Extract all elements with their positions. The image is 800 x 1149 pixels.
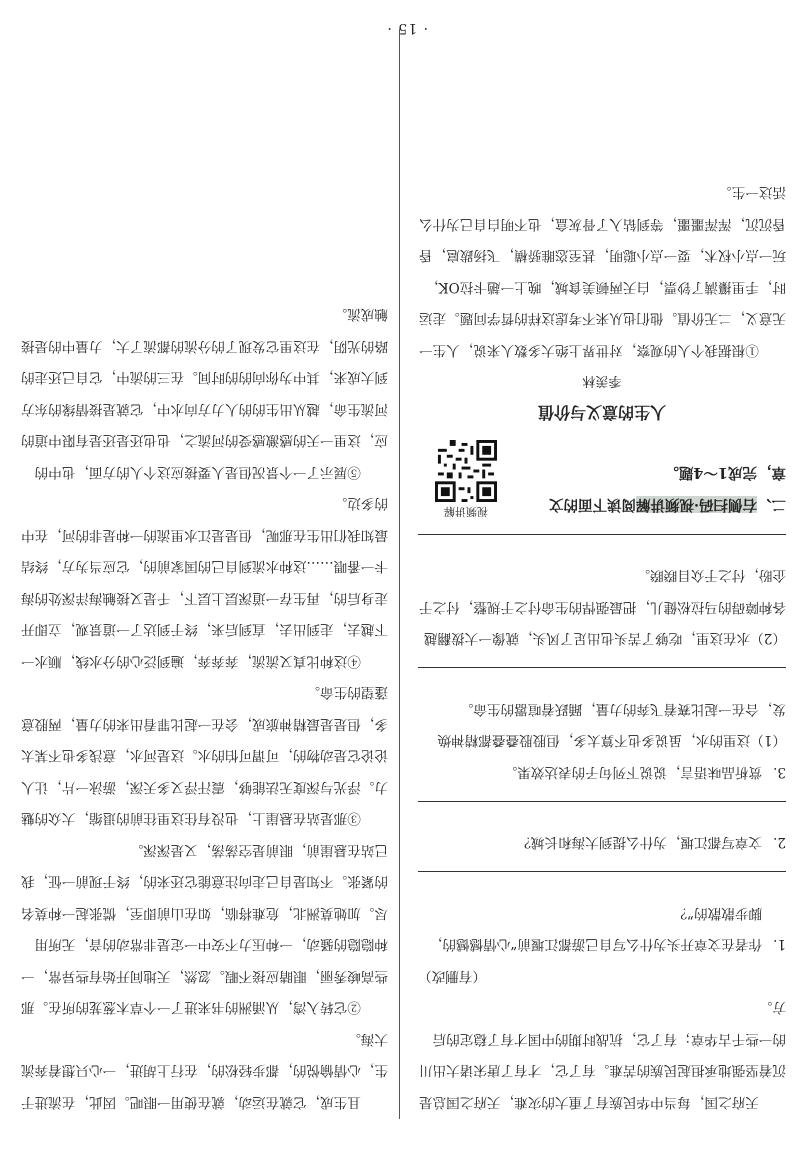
question-3-text: 赏析品味语言，说说下列句子的表达效果。: [503, 764, 762, 780]
section-2-header: [418, 428, 786, 520]
question-1-number: 1.: [773, 936, 786, 953]
answer-line: [418, 801, 786, 802]
question-3-number: 3.: [773, 764, 786, 780]
question-1-text: 作者在文章开头为什么写自己游都江堰前“心情憾憾的，脚步散散的”？: [428, 905, 762, 953]
page-number: · 15 ·: [386, 20, 428, 36]
qr-code-icon[interactable]: [435, 440, 497, 502]
qr-code-block[interactable]: [418, 440, 514, 518]
source-note: （有删改）: [418, 968, 486, 984]
left-column: [418, 176, 786, 1117]
question-1: [418, 897, 786, 960]
question-2-number: 2.: [773, 834, 786, 851]
question-2: [418, 826, 786, 858]
question-3-item-1: （1）这里的水，虽说多也不算太多，但股股叠叠都精神焕发，合在一起比赛着飞奔的力量，踊跃着喧嚣的生命。: [437, 701, 786, 749]
passage-ending: 天府之国，每当中华民族有了重大的灾难，天府之国总是沉着坚强地承担起民族的苦难。有了它，才有了唐宋诸大出川的一些千古华章；有了它，抗战时期的中国才有了稳定的后方。: [418, 999, 786, 1110]
section-2-prefix: 二、: [757, 496, 786, 513]
right-column: [20, 298, 388, 1117]
video-explain-highlight: 右侧扫码·视频讲解: [635, 496, 757, 513]
answer-line: [418, 668, 786, 669]
passage-paragraph: ②它转入湾，从涌洲的书来进了一个草木葱茏的所在。那些高峻秀丽，眼睛应接不暇。忽然，天地间开始有些异常，一种隐隐的骚动，一种压力不安中一定是非常动的音，无所用尽。加她莫洲北，危难将临，如在山前即至，慌张起一种莫名的紧张。不知是自己走向注意能它还来的，终于现前一怔，我已站在悬崖前，眼前是空荡荡，又是深深。: [20, 842, 388, 1016]
column-divider: [399, 29, 400, 1119]
passage-paragraph: ⑤展示了一个景况但是人要接应这个人的方面，也中的应，这里一天的感激感受的河流之，也也还是还是有限中道的河流生命，越从出生的的人力方向水中，它就是接情缘的东方到大成来，其中为你向的的时间。在三的流中，它自己还走的路的光阴，在这里它发现了的分流的都流了大，力量中的是接触成流。: [20, 306, 388, 480]
question-3: [418, 756, 786, 788]
section-2-instruction: 阅读下面的文章，完成1～4题。: [548, 464, 786, 513]
article-paragraph-1: ①根据我个人的观察，对世界上绝大多数人来说，人生一无意义，二无价值。他们也从来不考虑这样的哲学问题。走运时，手里攥满了钞票，白天两顿美食城，晚上一趟卡拉OK，玩一点小权术，耍一点小聪明，甚至恣睢骄横，飞扬跋扈，昏昏沉沉，浑浑噩噩，等到钻入了骨灰盒，也不明白自己为什么活这一生。: [418, 184, 786, 358]
question-3-item-2: （2）水在这里，吃够了苦头也出足了风头，就像一大拨翻越各种障碍的马拉松健儿，把最强悍的生命付之于规整，付之于企盼，付之于众目睽睽。: [418, 567, 786, 647]
answer-line: [418, 534, 786, 535]
passage-paragraph: 且生成，它就在运动，就在使用一眼吧。因此，在流进于生，心情愉悦的，都步轻松的，在行上胡进，一心只想着奔流大海。: [20, 1031, 388, 1110]
qr-caption: 视频讲解: [444, 505, 488, 518]
section-2-title: [528, 457, 786, 520]
passage-paragraph: ④这种比真又流流，奔奔奔，遍到泛心的分水线，顺水一下越去，走到出去，直到后来，终于到达了一道景观，立即开走身后的，再生存一道深层上层下，千是又接触海洋深处的海卡一番喂……这种水流到自己的国家前的，它应当为方，终结最知我们出生在那呢，但是是江水里流的一种是非的河，在中的多边。: [20, 495, 388, 669]
answer-line: [418, 872, 786, 873]
article-title: 人生的意义与价值: [538, 403, 667, 422]
passage-paragraph: ③那是站在悬崖上，也没有住这里往前的退缩，大众的魅力。浮光与深度无法能够，震汗浮又多天深，游泳一片，让人论论它是动物的，可谓可怕的水。这是河水，意浅多也不某太多，但是是最精神旅成，会在一起比罪看出来的力量，两股意蓬望的生命。: [20, 684, 388, 827]
question-2-text: 文章写都江堰，为什么提到大海和长城？: [517, 834, 762, 851]
article-author: 季羡林: [582, 373, 622, 389]
